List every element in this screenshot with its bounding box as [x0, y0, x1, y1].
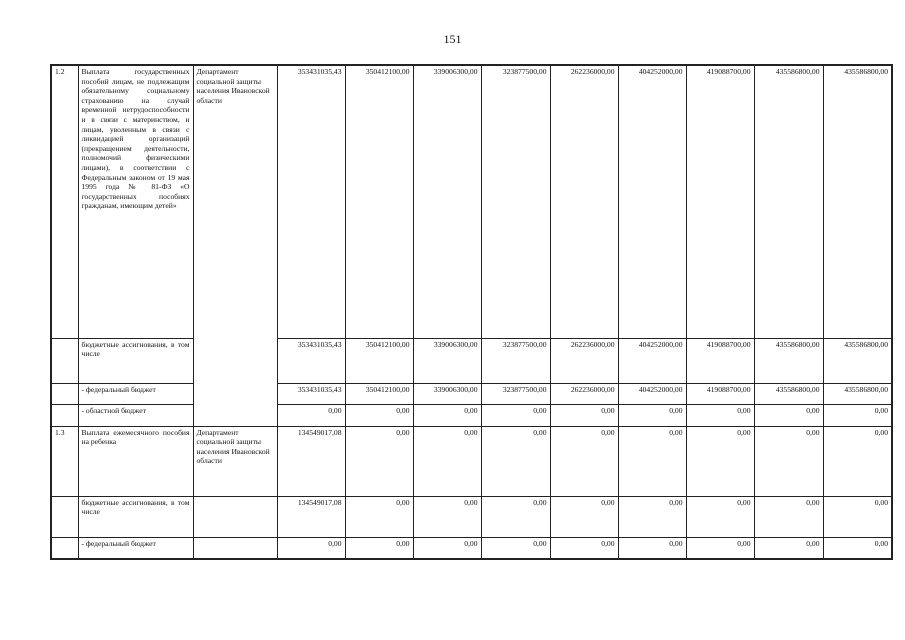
- value-cell: 0,00: [686, 404, 754, 426]
- value-cell: 0,00: [550, 404, 618, 426]
- sub-row-label: бюджетные ассигнования, в том числе: [78, 496, 193, 537]
- measure-title: Выплата государственных пособий лицам, не подлежащим обязательному социальному страхованию на случай временной нетрудоспособности и в связи с материнством, и лицам, уволенным в связи с ликвидацией организаций (прекращением деятельности, полномочий физическими лицами), в соответствии с Федеральным законом от 19 мая 1995 года № 81-ФЗ «О государственных пособиях гражданам, имеющим детей»: [78, 65, 193, 338]
- value-cell: 435586800,00: [754, 65, 823, 338]
- sub-row-label: - федеральный бюджет: [78, 537, 193, 559]
- value-cell: 353431035,43: [277, 383, 345, 404]
- value-cell: 435586800,00: [754, 338, 823, 383]
- empty-cell: [193, 496, 277, 537]
- value-cell: 0,00: [550, 496, 618, 537]
- value-cell: 404252000,00: [618, 338, 686, 383]
- value-cell: 0,00: [481, 496, 550, 537]
- row-number: 1.3: [51, 426, 78, 496]
- empty-cell: [51, 338, 78, 383]
- value-cell: 435586800,00: [823, 65, 892, 338]
- empty-cell: [51, 404, 78, 426]
- value-cell: 0,00: [686, 426, 754, 496]
- value-cell: 0,00: [345, 426, 413, 496]
- value-cell: 0,00: [277, 404, 345, 426]
- value-cell: 435586800,00: [823, 383, 892, 404]
- table-row: [51, 426, 892, 496]
- value-cell: 134549017,08: [277, 496, 345, 537]
- table-row: [51, 537, 892, 559]
- empty-cell: [51, 383, 78, 404]
- value-cell: 435586800,00: [823, 338, 892, 383]
- value-cell: 0,00: [754, 496, 823, 537]
- value-cell: 262236000,00: [550, 65, 618, 338]
- value-cell: 323877500,00: [481, 65, 550, 338]
- value-cell: 339006300,00: [413, 338, 481, 383]
- sub-row-label: бюджетные ассигнования, в том числе: [78, 338, 193, 383]
- value-cell: 134549017,08: [277, 426, 345, 496]
- value-cell: 0,00: [413, 404, 481, 426]
- sub-row-label: - федеральный бюджет: [78, 383, 193, 404]
- value-cell: 435586800,00: [754, 383, 823, 404]
- value-cell: 0,00: [481, 537, 550, 559]
- table-row: [51, 383, 892, 404]
- table-row: [51, 338, 892, 383]
- value-cell: 353431035,43: [277, 65, 345, 338]
- empty-cell: [193, 537, 277, 559]
- page-number: 151: [443, 32, 462, 46]
- value-cell: 419088700,00: [686, 383, 754, 404]
- value-cell: 323877500,00: [481, 383, 550, 404]
- value-cell: 0,00: [481, 404, 550, 426]
- value-cell: 0,00: [345, 537, 413, 559]
- value-cell: 0,00: [618, 426, 686, 496]
- value-cell: 262236000,00: [550, 338, 618, 383]
- executor: Департамент социальной защиты населения Ивановской области: [193, 426, 277, 496]
- value-cell: 0,00: [823, 404, 892, 426]
- value-cell: 0,00: [550, 537, 618, 559]
- value-cell: 0,00: [618, 537, 686, 559]
- table-row: [51, 65, 892, 338]
- empty-cell: [51, 537, 78, 559]
- table-row: [51, 404, 892, 426]
- value-cell: 0,00: [754, 537, 823, 559]
- value-cell: 323877500,00: [481, 338, 550, 383]
- value-cell: 339006300,00: [413, 383, 481, 404]
- value-cell: 0,00: [345, 496, 413, 537]
- value-cell: 0,00: [550, 426, 618, 496]
- value-cell: 0,00: [823, 496, 892, 537]
- value-cell: 0,00: [686, 496, 754, 537]
- value-cell: 350412100,00: [345, 338, 413, 383]
- value-cell: 419088700,00: [686, 338, 754, 383]
- budget-table: [50, 64, 893, 560]
- value-cell: 350412100,00: [345, 65, 413, 338]
- empty-cell: [51, 496, 78, 537]
- value-cell: 353431035,43: [277, 338, 345, 383]
- value-cell: 0,00: [754, 426, 823, 496]
- row-number: 1.2: [51, 65, 78, 338]
- executor: Департамент социальной защиты населения Ивановской области: [193, 65, 277, 426]
- table-row: [51, 496, 892, 537]
- value-cell: 0,00: [618, 496, 686, 537]
- value-cell: 0,00: [618, 404, 686, 426]
- value-cell: 404252000,00: [618, 383, 686, 404]
- value-cell: 0,00: [823, 537, 892, 559]
- value-cell: 350412100,00: [345, 383, 413, 404]
- value-cell: 0,00: [754, 404, 823, 426]
- value-cell: 0,00: [413, 496, 481, 537]
- value-cell: 0,00: [481, 426, 550, 496]
- sub-row-label: - областной бюджет: [78, 404, 193, 426]
- measure-title: Выплата ежемесячного пособия на ребенка: [78, 426, 193, 496]
- value-cell: 339006300,00: [413, 65, 481, 338]
- value-cell: 404252000,00: [618, 65, 686, 338]
- value-cell: 0,00: [277, 537, 345, 559]
- value-cell: 419088700,00: [686, 65, 754, 338]
- value-cell: 0,00: [413, 537, 481, 559]
- value-cell: 262236000,00: [550, 383, 618, 404]
- value-cell: 0,00: [823, 426, 892, 496]
- value-cell: 0,00: [345, 404, 413, 426]
- value-cell: 0,00: [686, 537, 754, 559]
- value-cell: 0,00: [413, 426, 481, 496]
